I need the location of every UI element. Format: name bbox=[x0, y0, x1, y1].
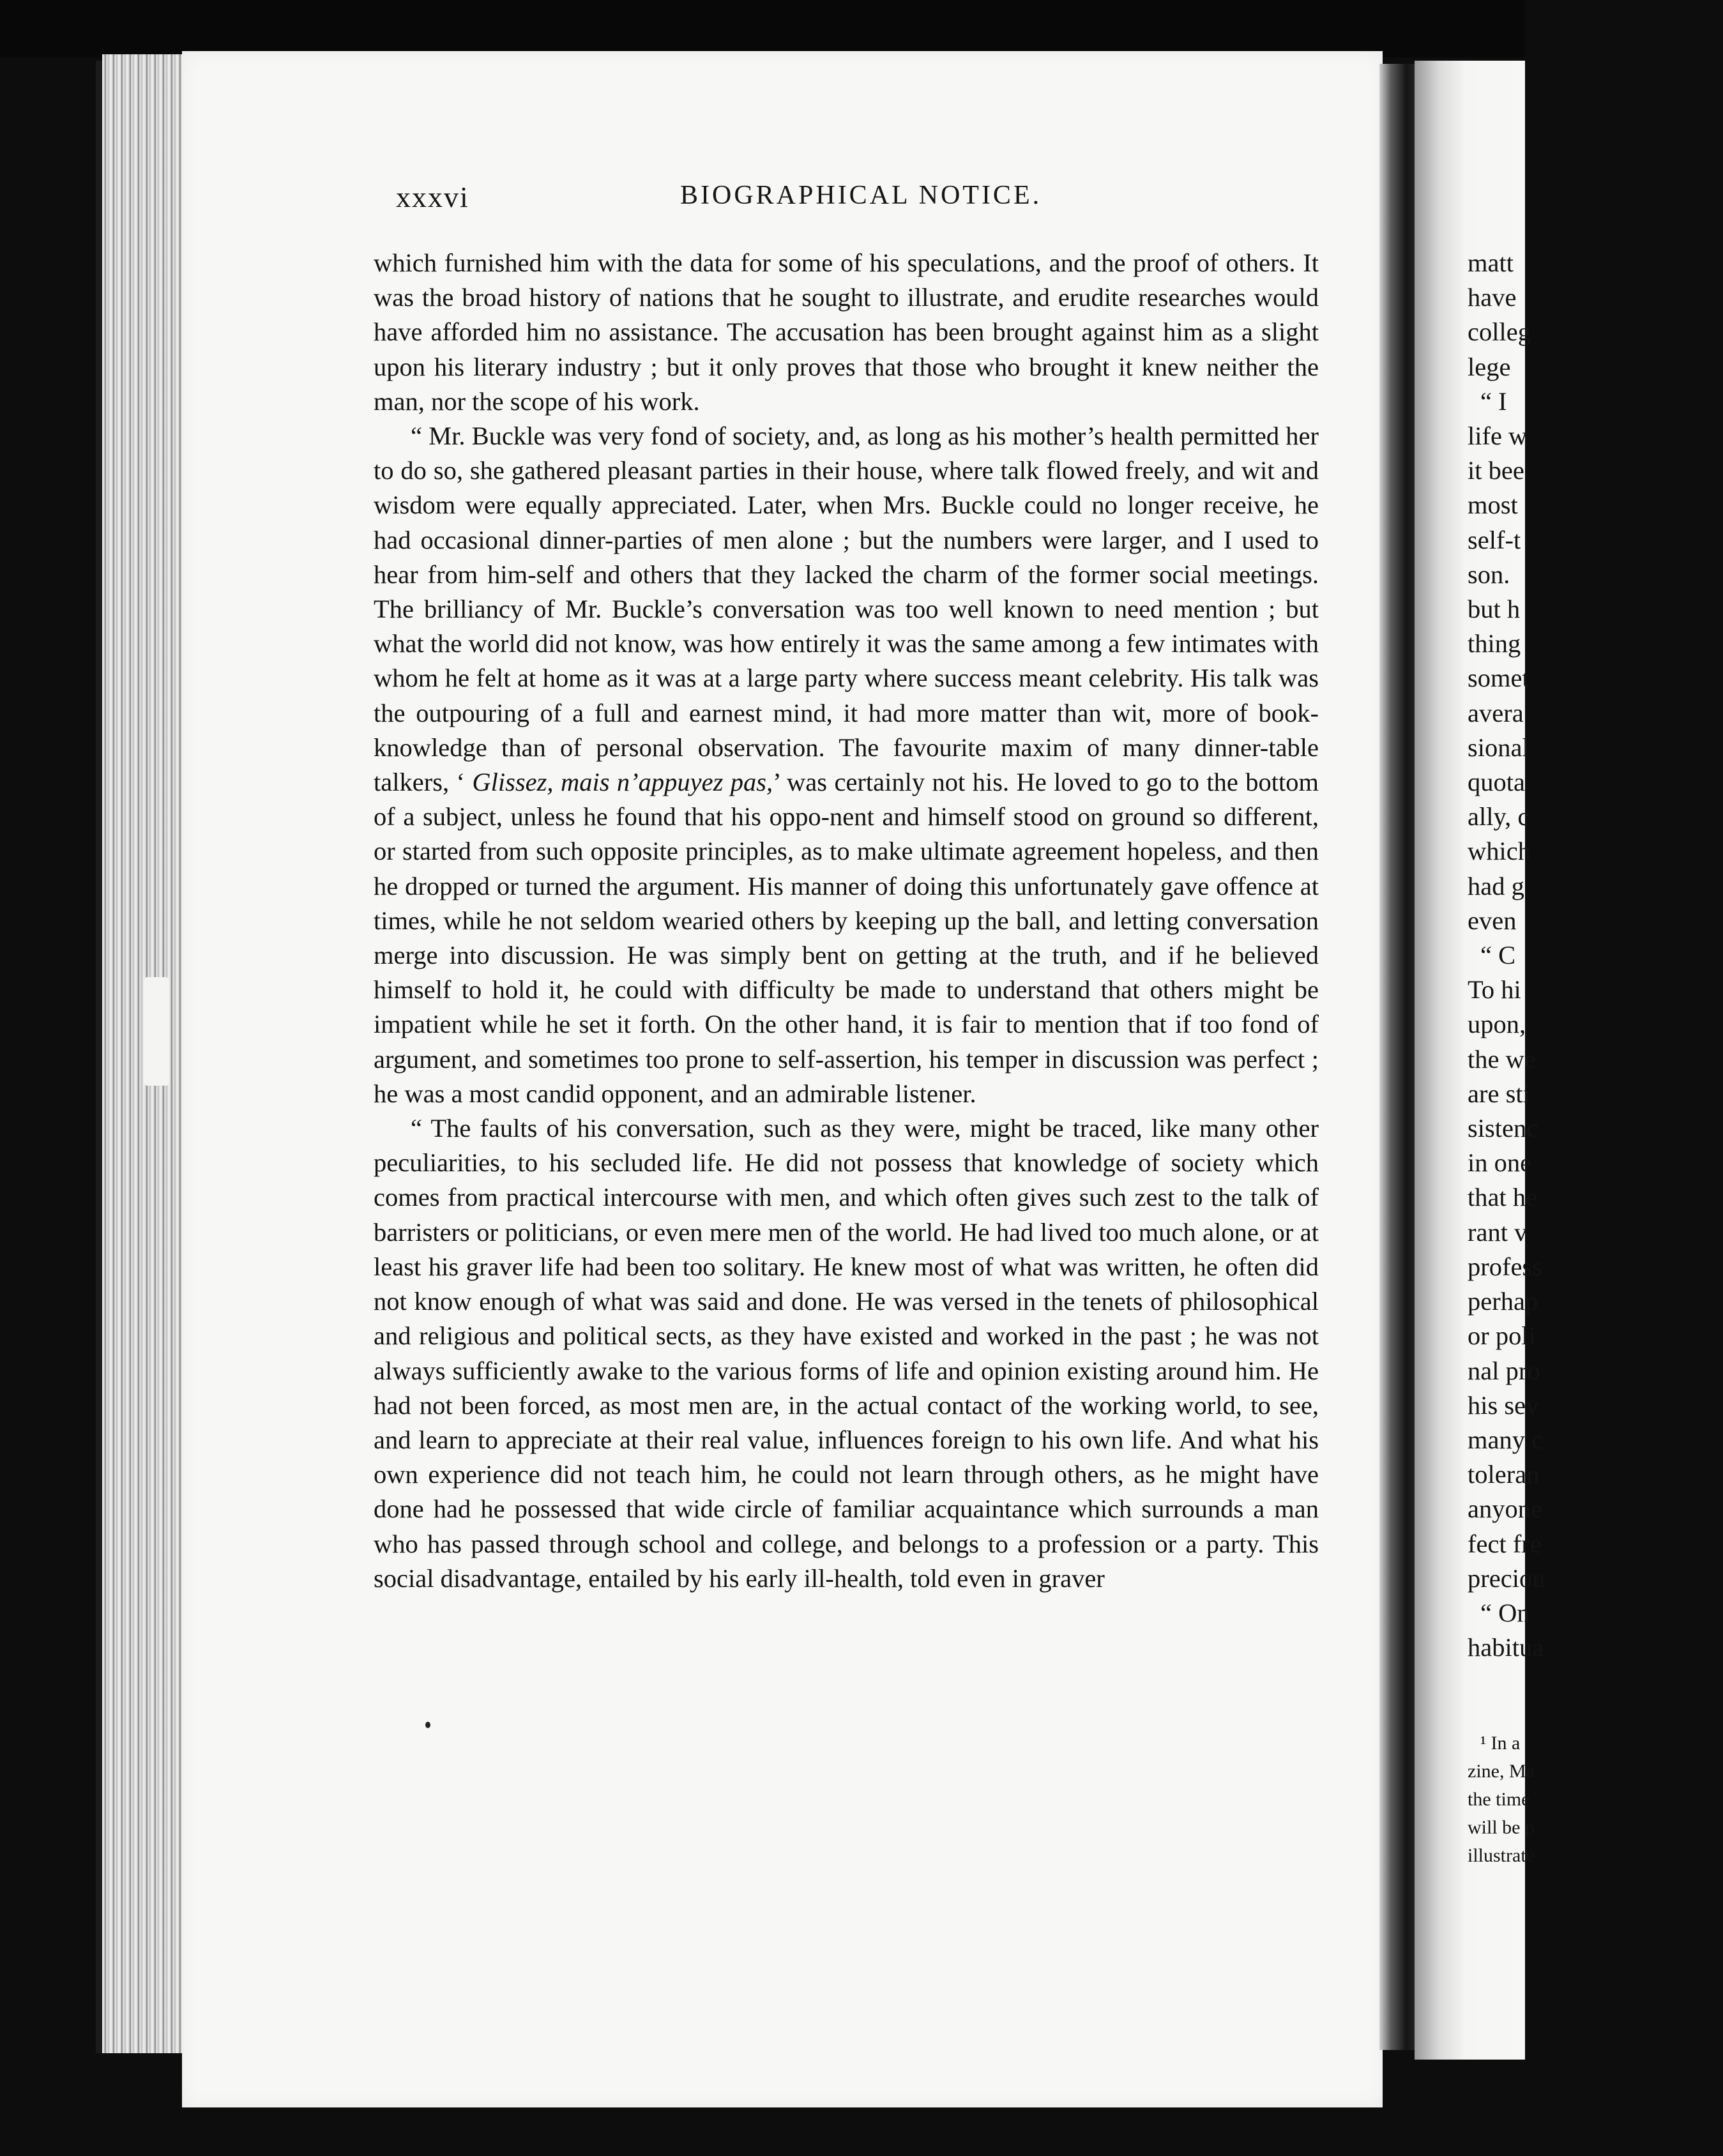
facing-page-line: To hi bbox=[1468, 975, 1521, 1005]
paragraph-text: “ The faults of his conversation, such as they were, might be traced, like many other peculiarities, to his secluded life. He did not possess that knowledge of society which comes from practical intercourse with men, and which often gives such zest to the talk of barristers or politicians, or even mere men of the world. He had lived too much alone, or at least his graver life had been too solitary. He knew most of what was written, he often did not know enough of what was said and done. He was versed in the tenets of philosophical and religious and political sects, as they have existed and worked in the past ; he was not always sufficiently awake to the various forms of life and opinion existing around him. He had not been forced, as most men are, in the actual contact of the working world, to see, and learn to appreciate at their real value, influences foreign to his own life. And what his own experience did not teach him, he could not learn through others, as he might have done had he possessed that wide circle of familiar acquaintance which surrounds a man who has passed through school and college, and belongs to a profession or a party. This social disadvantage, entailed by his early ill-health, told even in graver bbox=[374, 1114, 1319, 1593]
facing-page-line: many c bbox=[1468, 1425, 1544, 1454]
facing-footnote-line: the time bbox=[1468, 1789, 1530, 1810]
facing-page-text bbox=[1468, 246, 1723, 1665]
facing-page-line: sional bbox=[1468, 733, 1529, 762]
facing-page-line: even bbox=[1468, 906, 1517, 935]
facing-page-line: had g bbox=[1468, 871, 1524, 900]
page-header bbox=[396, 180, 1316, 225]
facing-page-line: self-t bbox=[1468, 525, 1521, 554]
facing-page-line: son. bbox=[1468, 559, 1510, 589]
scanner-background bbox=[0, 0, 1525, 57]
paragraph-text: which furnished him with the data for some of his speculations, and the proof of others. It was the broad history of nations that he sought to illustrate, and erudite researches would have afforded him no assistance. The accusation has been brought against him as a slight upon his literary industry ; but it only proves that those who brought it knew neither the man, nor the scope of his work. bbox=[374, 248, 1319, 416]
italic-quote: Glissez, mais n’appuyez pas, bbox=[472, 768, 773, 797]
facing-footnote-line: ¹ In a bbox=[1480, 1733, 1521, 1754]
body-text bbox=[374, 246, 1319, 1596]
facing-page-line: anyone bbox=[1468, 1494, 1542, 1524]
facing-page-line: “ On bbox=[1480, 1598, 1530, 1627]
print-speck bbox=[425, 1722, 430, 1728]
facing-page-line: colleg bbox=[1468, 317, 1531, 347]
facing-page-line: nal pro bbox=[1468, 1356, 1540, 1385]
facing-page-line: profess bbox=[1468, 1252, 1542, 1281]
facing-footnote-line: illustrate bbox=[1468, 1845, 1535, 1866]
facing-page-line: avera bbox=[1468, 698, 1524, 727]
paragraph-text: ’ was certainly not his. He loved to go to the bottom of a subject, unless he found that his oppo-nent and himself stood on ground so different, or started from such opposite principles, as to make ultimate agreement hopeless, and then he dropped or turned the argument. His manner of doing this unfortunately gave offence at times, while he not seldom wearied others by keeping up the ball, and letting conversation merge into discussion. He was simply bent on getting at the truth, and if he believed himself to hold it, he could with difficulty be made to understand that others might be impatient while he set it forth. On the other hand, it is fair to mention that if too fond of argument, and sometimes too prone to self-assertion, his temper in discussion was perfect ; he was a most candid opponent, and an admirable listener. bbox=[374, 768, 1319, 1108]
facing-footnote-line: zine, Ma bbox=[1468, 1761, 1535, 1782]
facing-page-line: but h bbox=[1468, 595, 1521, 624]
facing-page-line: which bbox=[1468, 837, 1531, 866]
facing-page-line: “ I bbox=[1480, 386, 1507, 416]
paragraph-text: “ Mr. Buckle was very fond of society, and, as long as his mother’s health permitted her to do so, she gathered pleasant parties in their house, where talk flowed freely, and wit and wisdom were equally appreciated. Later, when Mrs. Buckle could no longer receive, he had occasional dinner-parties of men alone ; but the numbers were larger, and I used to hear from him-self and others that they lacked the charm of the former social meetings. The brilliancy of Mr. Buckle’s conversation was too well known to need mention ; but what the world did not know, was how entirely it was the same among a few intimates with whom he felt at home as it was at a large party where success meant celebrity. His talk was the outpouring of a full and earnest mind, it had more matter than wit, more of book-knowledge than of personal observation. The favourite maxim of many dinner-table talkers, ‘ bbox=[374, 421, 1319, 797]
facing-page-line: rant v bbox=[1468, 1217, 1528, 1247]
facing-footnote-line: will be p bbox=[1468, 1817, 1535, 1838]
facing-page-line: upon, bbox=[1468, 1010, 1526, 1039]
facing-page-line: thing bbox=[1468, 629, 1521, 658]
facing-page-line: lege bbox=[1468, 352, 1511, 381]
facing-page-line: fect fre bbox=[1468, 1529, 1542, 1558]
facing-page-footnote bbox=[1468, 1729, 1723, 1870]
facing-page-line: the we bbox=[1468, 1044, 1536, 1074]
facing-page-line: most bbox=[1468, 490, 1518, 520]
facing-page-line: sistenc bbox=[1468, 1114, 1538, 1143]
facing-page-line: perhap bbox=[1468, 1287, 1538, 1316]
running-title: BIOGRAPHICAL NOTICE. bbox=[680, 181, 1042, 210]
facing-page-line: are sti bbox=[1468, 1079, 1530, 1108]
facing-page-line: quota bbox=[1468, 768, 1525, 797]
facing-page-line: ally, c bbox=[1468, 802, 1529, 831]
paragraph bbox=[374, 246, 1319, 419]
facing-page-line: have bbox=[1468, 283, 1517, 312]
facing-page-line: or poli bbox=[1468, 1321, 1536, 1351]
facing-page-line: in one bbox=[1468, 1148, 1532, 1178]
facing-page-line: “ C bbox=[1480, 941, 1516, 970]
facing-page-line: matt bbox=[1468, 248, 1514, 277]
facing-page-line: toleran bbox=[1468, 1460, 1540, 1489]
facing-page-line: preciou bbox=[1468, 1563, 1545, 1593]
book-gutter bbox=[1379, 64, 1418, 2050]
page-tab bbox=[144, 977, 169, 1086]
paragraph bbox=[374, 1111, 1319, 1596]
facing-page-line: life w bbox=[1468, 421, 1528, 451]
page-number: xxxvi bbox=[396, 181, 469, 213]
paragraph bbox=[374, 419, 1319, 1111]
facing-page-line: it bee bbox=[1468, 456, 1524, 485]
facing-page-line: his sev bbox=[1468, 1390, 1539, 1420]
facing-page-line: somet bbox=[1468, 664, 1529, 693]
facing-page-line: that he bbox=[1468, 1183, 1538, 1212]
facing-page-line: habitua bbox=[1468, 1633, 1544, 1662]
